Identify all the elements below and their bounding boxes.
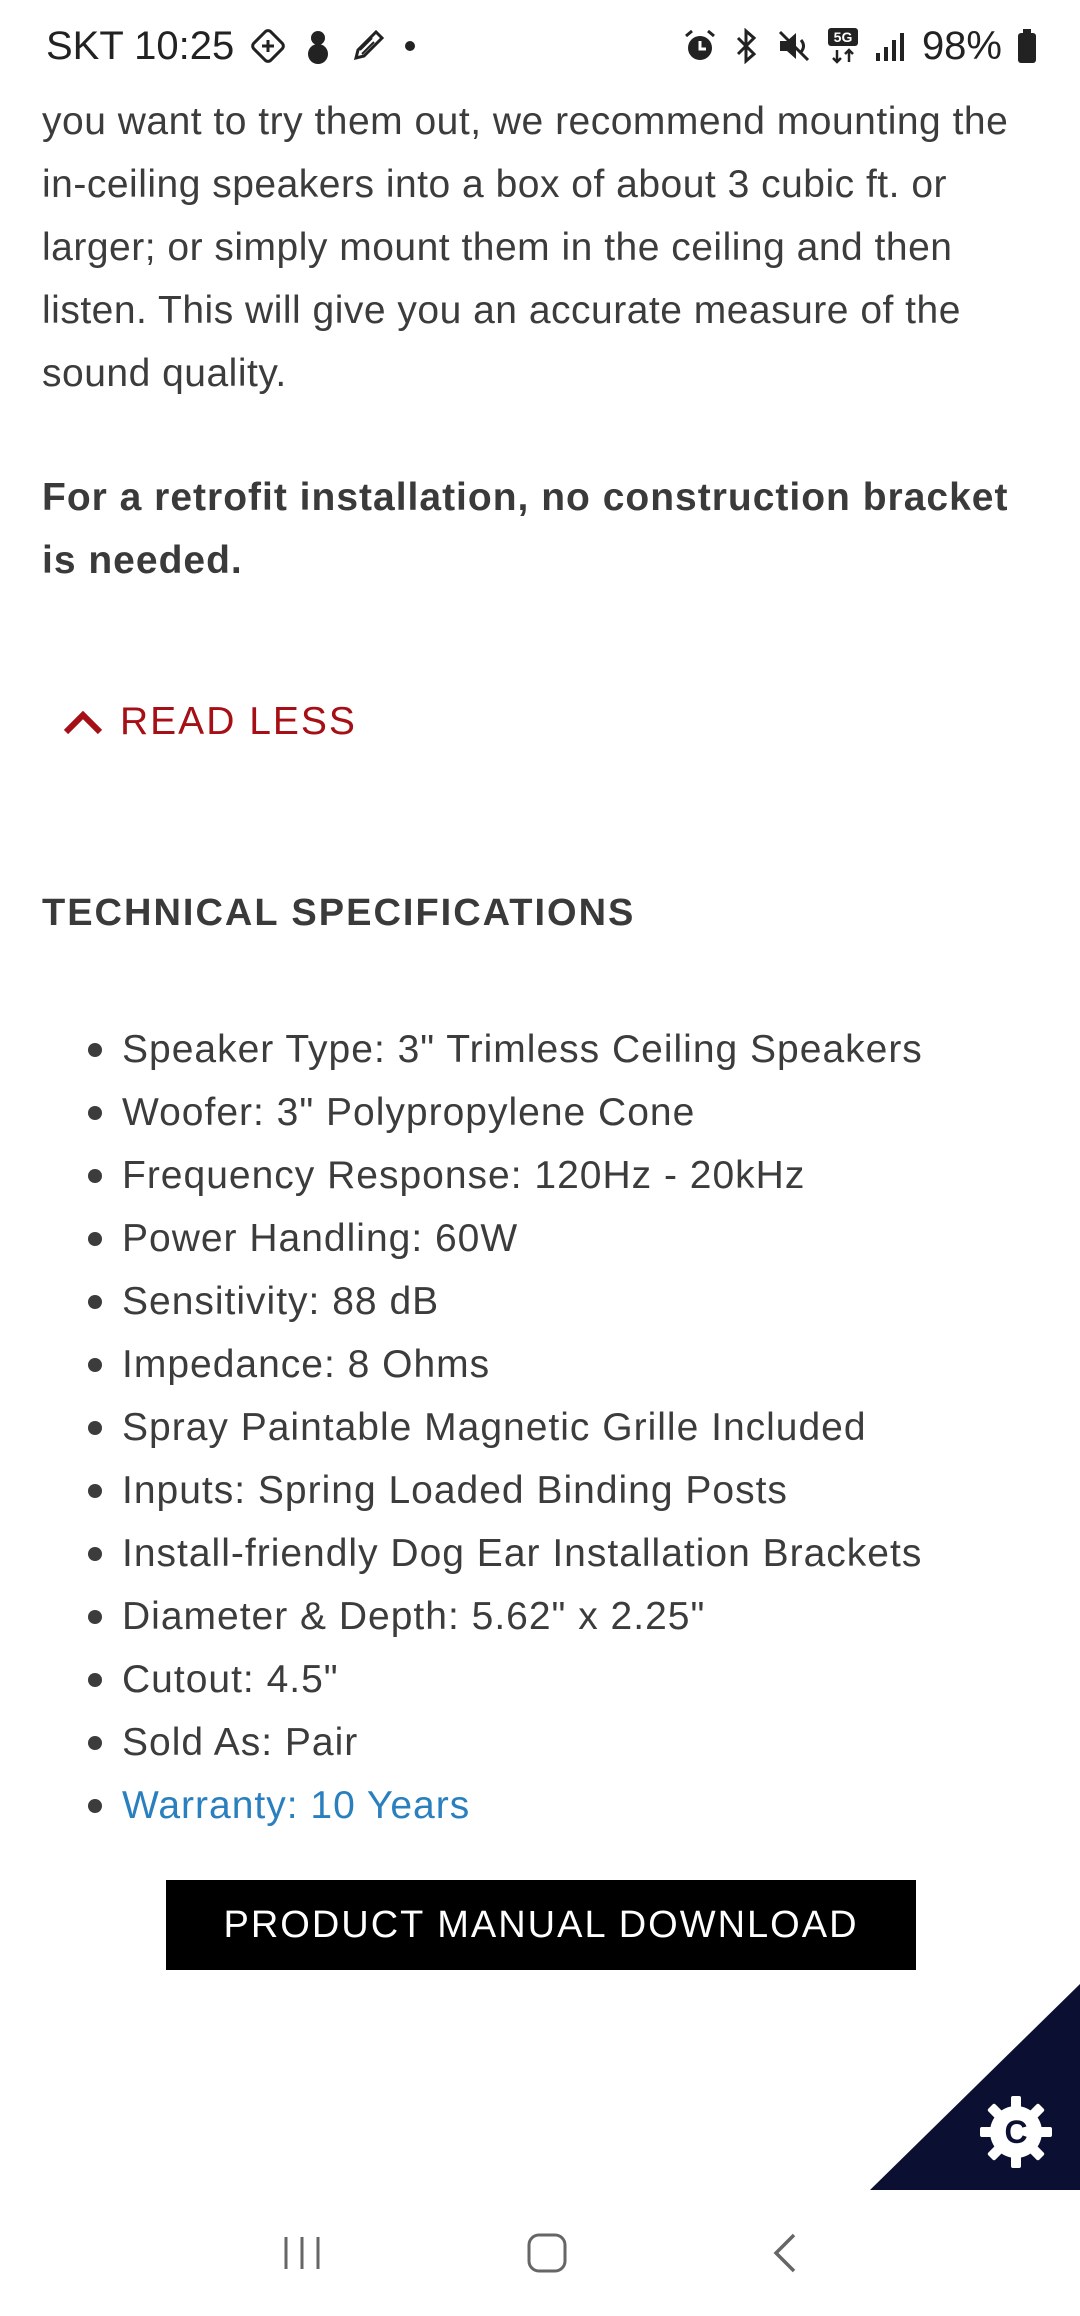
bluetooth-icon [732,28,762,64]
bullet-icon [88,1673,102,1687]
signal-icon [874,29,908,63]
snowman-icon [302,26,334,66]
read-less-label: READ LESS [120,700,357,743]
spec-item: Sensitivity: 88 dB [88,1270,923,1333]
sync-icon [248,26,288,66]
spec-item: Woofer: 3" Polypropylene Cone [88,1081,923,1144]
spec-item: Sold As: Pair [88,1711,923,1774]
mute-icon [776,28,812,64]
bullet-icon [88,1358,102,1372]
bullet-icon [88,1169,102,1183]
retrofit-note: For a retrofit installation, no construction bracket is needed. [42,476,1009,582]
spec-item: Speaker Type: 3" Trimless Ceiling Speakers [88,1018,923,1081]
5g-icon [826,26,860,66]
technical-specifications-heading: TECHNICAL SPECIFICATIONS [42,892,636,934]
description-paragraph: you want to try them out, we recommend mounting the in-ceiling speakers into a box of about 3 cubic ft. or larger; or simply mount them in the ceiling and then listen. This will give you an accurate measure of the sound quality. [42,100,1009,395]
status-right [682,24,1038,69]
status-bar [0,0,1080,92]
spec-item: Frequency Response: 120Hz - 20kHz [88,1144,923,1207]
carrier-time: SKT 10:25 [46,23,235,68]
bullet-icon [88,1799,102,1813]
bullet-icon [88,1106,102,1120]
home-icon[interactable] [525,2231,569,2275]
bullet-icon [88,1232,102,1246]
recent-apps-icon[interactable] [280,2233,324,2273]
battery-percent: 98% [921,23,1002,68]
warranty-link[interactable]: Warranty: 10 Years [88,1774,923,1837]
svg-text:5G: 5G [833,29,853,45]
chevron-up-icon [62,708,104,736]
product-manual-download-button[interactable]: PRODUCT MANUAL DOWNLOAD [166,1880,916,1970]
system-nav-bar [0,2190,1080,2316]
spec-item: Diameter & Depth: 5.62" x 2.25" [88,1585,923,1648]
spec-item: Inputs: Spring Loaded Binding Posts [88,1459,923,1522]
bullet-icon [88,1610,102,1624]
spec-item: Install-friendly Dog Ear Installation Brackets [88,1522,923,1585]
dot-icon [402,38,418,54]
battery-icon [1016,28,1038,64]
bullet-icon [88,1295,102,1309]
spec-list [88,1018,923,1837]
spec-item: Spray Paintable Magnetic Grille Included [88,1396,923,1459]
status-left [46,24,418,69]
spec-item: Cutout: 4.5" [88,1648,923,1711]
alarm-icon [682,28,718,64]
pencil-icon [348,26,388,66]
read-less-toggle[interactable] [62,700,357,744]
bullet-icon [88,1547,102,1561]
spec-item: Impedance: 8 Ohms [88,1333,923,1396]
spec-item: Power Handling: 60W [88,1207,923,1270]
cookie-badge-letter: C [1004,2114,1028,2150]
bullet-icon [88,1484,102,1498]
bullet-icon [88,1421,102,1435]
cookie-settings-button[interactable] [870,1984,1080,2190]
back-icon[interactable] [770,2231,800,2275]
bullet-icon [88,1043,102,1057]
bullet-icon [88,1736,102,1750]
